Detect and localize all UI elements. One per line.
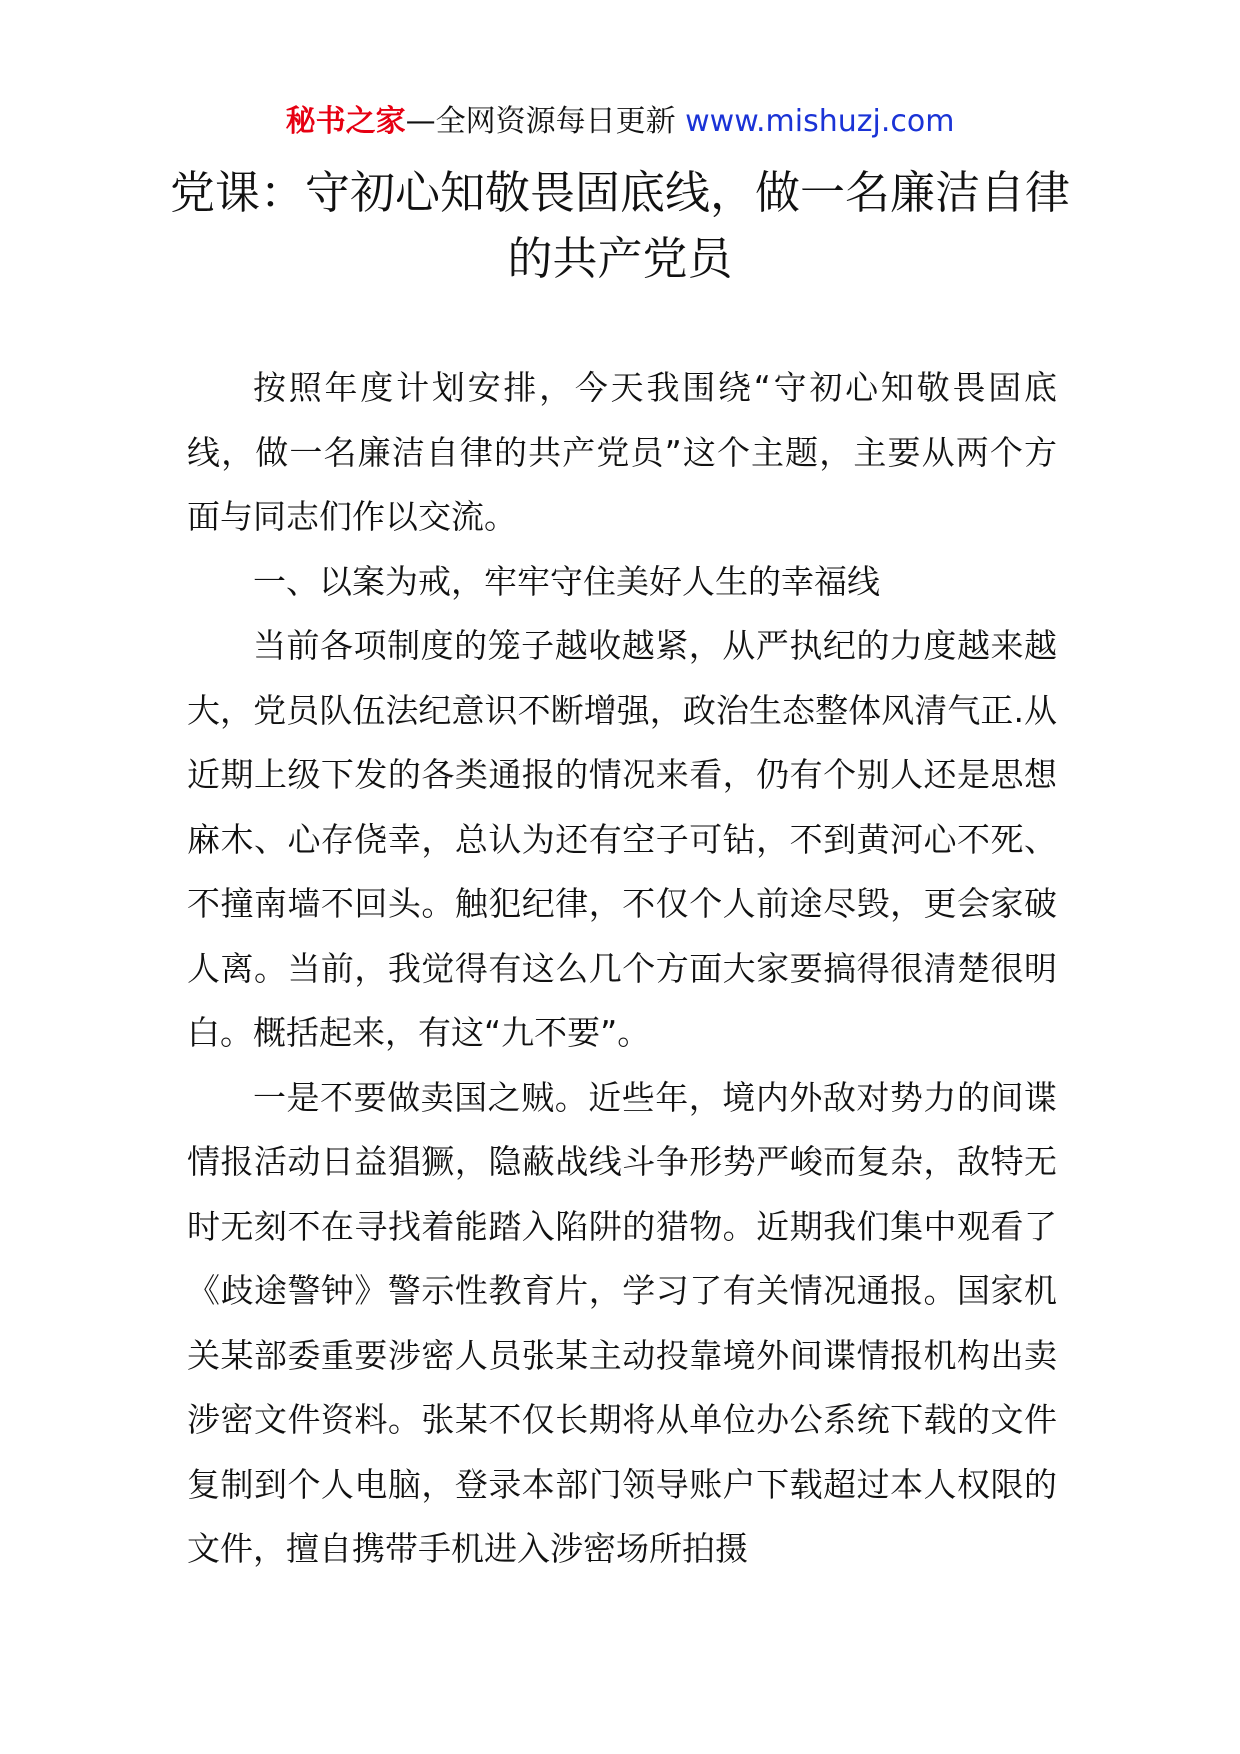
site-slogan: —全网资源每日更新	[405, 104, 676, 139]
site-name: 秘书之家	[285, 104, 406, 139]
document-title: 党课：守初心知敬畏固底线，做一名廉洁自律的共产党员	[169, 166, 1070, 285]
paragraph-context: 当前各项制度的笼子越收越紧，从严执纪的力度越来越大，党员队伍法纪意识不断增强，政治生态整体风清气正.从近期上级下发的各类通报的情况来看，仍有个别人还是思想麻木、心存侥幸，总认为还有空子可钻，不到黄河心不死、不撞南墙不回头。触犯纪律，不仅个人前途尽毁，更会家破人离。当前，我觉得有这么几个方面大家要搞得很清楚很明白。概括起来，有这“九不要”。	[187, 626, 1057, 1052]
document-body	[187, 356, 1057, 1582]
section-heading-1: 一、以案为戒，牢牢守住美好人生的幸福线	[253, 561, 880, 601]
paragraph-intro: 按照年度计划安排，今天我围绕“守初心知敬畏固底线，做一名廉洁自律的共产党员”这个主题，主要从两个方面与同志们作以交流。	[187, 368, 1057, 536]
site-url[interactable]: www.mishuzj.com	[685, 104, 955, 139]
site-header	[0, 100, 1240, 144]
paragraph-point-1: 一是不要做卖国之贼。近些年，境内外敌对势力的间谍情报活动日益猖獗，隐蔽战线斗争形势严峻而复杂，敌特无时无刻不在寻找着能踏入陷阱的猎物。近期我们集中观看了《歧途警钟》警示性教育片，学习了有关情况通报。国家机关某部委重要涉密人员张某主动投靠境外间谍情报机构出卖涉密文件资料。张某不仅长期将从单位办公系统下载的文件复制到个人电脑，登录本部门领导账户下载超过本人权限的文件，擅自携带手机进入涉密场所拍摄	[187, 1077, 1057, 1568]
